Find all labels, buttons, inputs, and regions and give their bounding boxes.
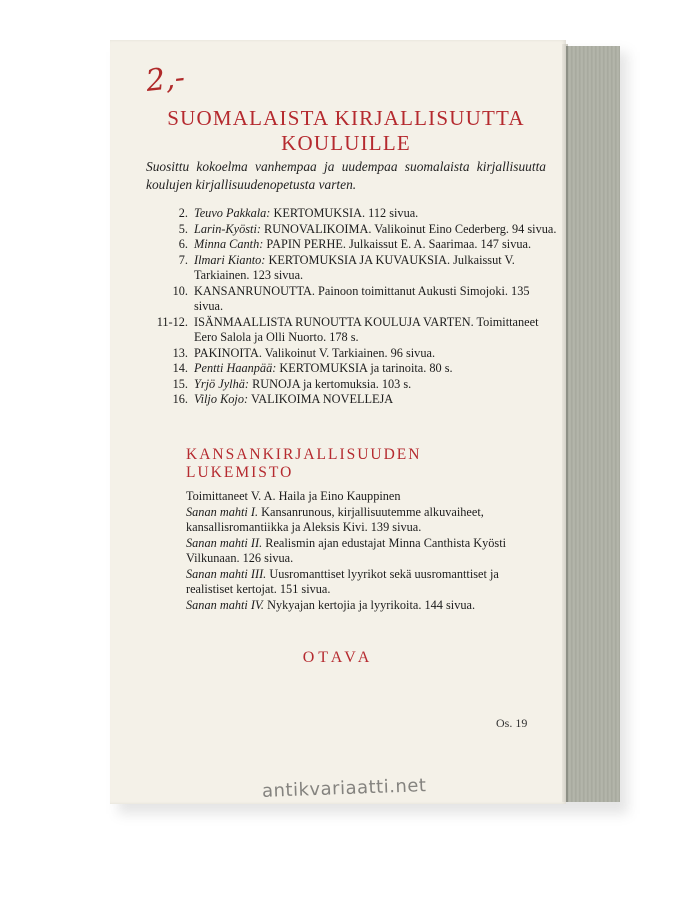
list-item (130, 237, 560, 253)
list-item (130, 392, 560, 408)
item-text: Kansanrunous, kirjallisuutemme alkuvaiheet, kansallisromantiikka ja Aleksis Kivi. 139 sivua. (186, 504, 484, 534)
item-title: Sanan mahti I. (186, 504, 259, 519)
list-item (186, 536, 542, 567)
list-item (186, 567, 542, 598)
section-title: KANSANKIRJALLISUUDEN LUKEMISTO (186, 446, 422, 481)
entry-text: RUNOJA ja kertomuksia. 103 s. (252, 376, 412, 391)
item-title: Sanan mahti II. (186, 535, 263, 550)
entry-text: KERTOMUKSIA ja tarinoita. 80 s. (279, 361, 453, 375)
entry-text: KANSANRUNOUTTA. Painoon toimittanut Aukusti Simojoki. 135 sivua. (194, 283, 530, 313)
section-editors: Toimittaneet V. A. Haila ja Eino Kauppinen (186, 489, 401, 503)
list-item (130, 284, 560, 315)
entry-number: 15. (172, 376, 188, 391)
list-item (186, 598, 542, 614)
entry-text: PAPIN PERHE. Julkaissut E. A. Saarimaa. 147 sivua. (266, 237, 532, 251)
book-list (130, 206, 560, 408)
entry-number: 14. (172, 361, 188, 375)
publisher-name: OTAVA (302, 649, 374, 666)
entry-author: Minna Canth: (194, 237, 264, 251)
item-title: Sanan mahti III. (186, 566, 267, 581)
entry-text: VALIKOIMA NOVELLEJA (250, 392, 394, 406)
series-intro: Suosittu kokoelma vanhempaa ja uudempaa suomalaista kirjallisuutta koulujen kirjallisuudenopetusta varten. (146, 159, 546, 192)
book-spine (566, 46, 620, 802)
item-text: Uusromanttiset lyyrikot sekä uusromanttiset ja realistiset kertojat. 151 sivua. (186, 566, 499, 596)
list-item (130, 315, 560, 346)
entry-author: Larin-Kyösti: (194, 221, 261, 236)
item-title: Sanan mahti IV. (186, 597, 264, 612)
list-item (130, 346, 560, 362)
entry-number: 13. (172, 345, 188, 360)
entry-text: ISÄNMAALLISTA RUNOUTTA KOULUJA VARTEN. Toimittaneet Eero Salola ja Olli Nuorto. 178 s. (194, 314, 539, 344)
section-list (186, 489, 542, 613)
entry-number: 5. (178, 221, 188, 236)
entry-author: Yrjö Jylhä: (194, 376, 249, 391)
entry-text: PAKINOITA. Valikoinut V. Tarkiainen. 96 sivua. (194, 345, 436, 360)
catalog-code: Os. 19 (496, 716, 528, 730)
book (110, 40, 620, 804)
entry-text: RUNOVALIKOIMA. Valikoinut Eino Cederberg. 94 sivua. (264, 221, 557, 236)
entry-number: 16. (172, 392, 188, 406)
entry-author: Ilmari Kianto: (194, 252, 266, 267)
entry-number: 10. (172, 283, 188, 298)
entry-author: Teuvo Pakkala: (194, 206, 271, 220)
list-item (186, 505, 542, 536)
item-text: Realismin ajan edustajat Minna Canthista Kyösti Vilkunaan. 126 sivua. (186, 535, 507, 565)
entry-number: 2. (178, 206, 188, 220)
item-text: Nykyajan kertojia ja lyyrikoita. 144 sivua. (267, 597, 476, 612)
entry-text: KERTOMUKSIA. 112 sivua. (273, 206, 419, 220)
series-title: SUOMALAISTA KIRJALLISUUTTA KOULUILLE (167, 106, 525, 155)
entry-number: 7. (178, 252, 188, 267)
list-item (130, 222, 560, 238)
entry-author: Viljo Kojo: (194, 392, 249, 406)
entry-number: 11-12. (156, 314, 188, 329)
handwritten-price: 2,- (144, 60, 187, 99)
entry-author: Pentti Haanpää: (194, 361, 277, 375)
entry-number: 6. (178, 237, 188, 251)
entry-text: KERTOMUKSIA JA KUVAUKSIA. Julkaissut V. Tarkiainen. 123 sivua. (194, 252, 515, 282)
list-item (130, 253, 560, 284)
list-item (130, 206, 560, 222)
list-item (130, 361, 560, 377)
back-cover (110, 40, 566, 804)
list-item (130, 377, 560, 393)
watermark: antikvariaatti.net (261, 775, 427, 802)
